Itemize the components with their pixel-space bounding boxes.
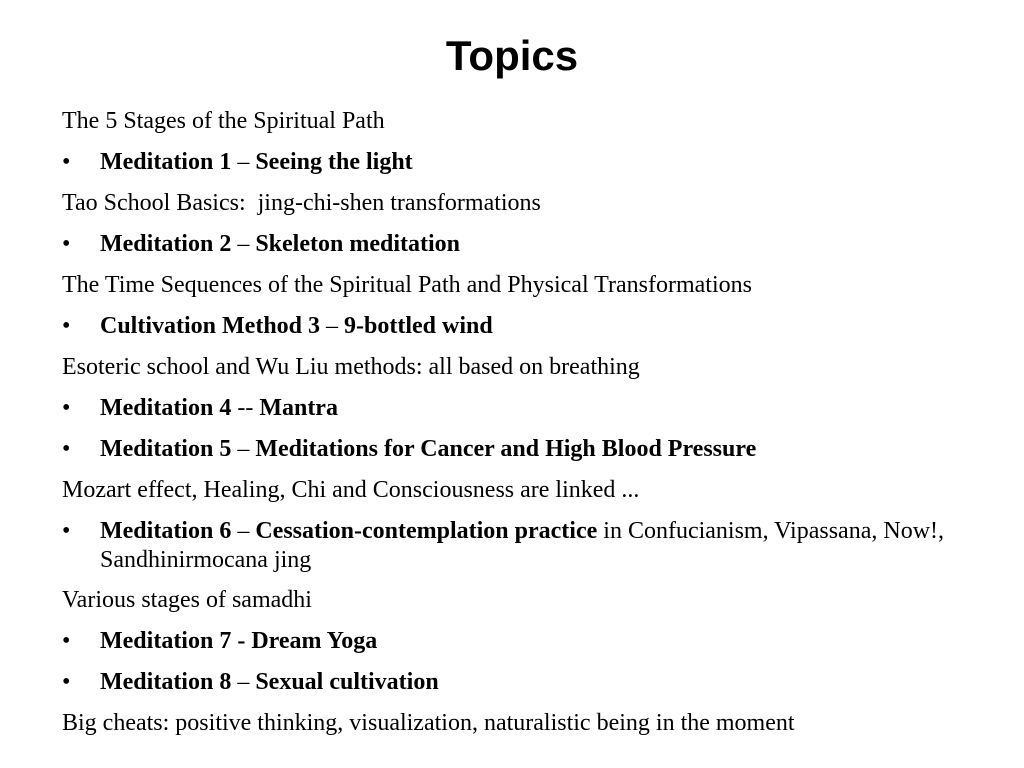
item-subtitle: 9-bottled wind xyxy=(344,313,493,339)
item-separator: – xyxy=(320,313,345,339)
meditation-item xyxy=(62,517,982,575)
bullet-icon: • xyxy=(62,149,71,175)
meditation-item xyxy=(62,312,982,341)
bullet-icon: • xyxy=(62,436,71,462)
meditation-item xyxy=(62,668,982,697)
item-subtitle: Cessation-contemplation practice xyxy=(255,518,598,544)
bullet-icon: • xyxy=(62,313,71,339)
item-lead: Meditation 4 xyxy=(100,395,232,421)
bullet-icon: • xyxy=(62,628,71,654)
topic-text: The Time Sequences of the Spiritual Path and Physical Transformations xyxy=(62,272,752,298)
meditation-item xyxy=(62,394,982,423)
topic-line xyxy=(62,476,982,505)
item-subtitle: Meditations for Cancer and High Blood Pressure xyxy=(255,436,757,462)
item-lead: Meditation 7 - Dream Yoga xyxy=(100,628,378,654)
item-subtitle: Mantra xyxy=(259,395,338,421)
item-separator: – xyxy=(231,231,256,257)
item-separator: – xyxy=(231,518,256,544)
item-lead: Meditation 6 xyxy=(100,518,232,544)
item-subtitle: Skeleton meditation xyxy=(255,231,460,257)
topic-text: The 5 Stages of the Spiritual Path xyxy=(62,108,385,134)
meditation-item xyxy=(62,435,982,464)
topic-text: Big cheats: positive thinking, visualization, naturalistic being in the moment xyxy=(62,710,795,736)
item-tail: in Confucianism, Vipassana, Now!, Sandhinirmocana jing xyxy=(100,518,945,573)
topic-line xyxy=(62,586,982,615)
item-separator: – xyxy=(231,669,256,695)
bullet-icon: • xyxy=(62,669,71,695)
item-lead: Meditation 5 xyxy=(100,436,232,462)
meditation-item xyxy=(62,230,982,259)
item-subtitle: Sexual cultivation xyxy=(255,669,439,695)
bullet-icon: • xyxy=(62,231,71,257)
meditation-item xyxy=(62,627,982,656)
topic-text: Various stages of samadhi xyxy=(62,587,312,613)
bullet-icon: • xyxy=(62,395,71,421)
topic-line xyxy=(62,353,982,382)
item-lead: Meditation 1 xyxy=(100,149,232,175)
bullet-icon: • xyxy=(62,518,71,544)
slide-body xyxy=(62,107,982,750)
topic-line xyxy=(62,271,982,300)
item-separator: – xyxy=(231,436,256,462)
item-separator: – xyxy=(231,149,256,175)
topic-text: Tao School Basics: jing-chi-shen transformations xyxy=(62,190,541,216)
meditation-item xyxy=(62,148,982,177)
topic-line xyxy=(62,107,982,136)
item-lead: Meditation 2 xyxy=(100,231,232,257)
item-lead: Meditation 8 xyxy=(100,669,232,695)
item-lead: Cultivation Method 3 xyxy=(100,313,321,339)
topic-line xyxy=(62,709,982,738)
topic-text: Esoteric school and Wu Liu methods: all based on breathing xyxy=(62,354,640,380)
item-separator: -- xyxy=(231,395,260,421)
topic-text: Mozart effect, Healing, Chi and Consciousness are linked ... xyxy=(62,477,640,503)
item-subtitle: Seeing the light xyxy=(255,149,413,175)
slide-title: Topics xyxy=(445,32,579,79)
topic-line xyxy=(62,189,982,218)
